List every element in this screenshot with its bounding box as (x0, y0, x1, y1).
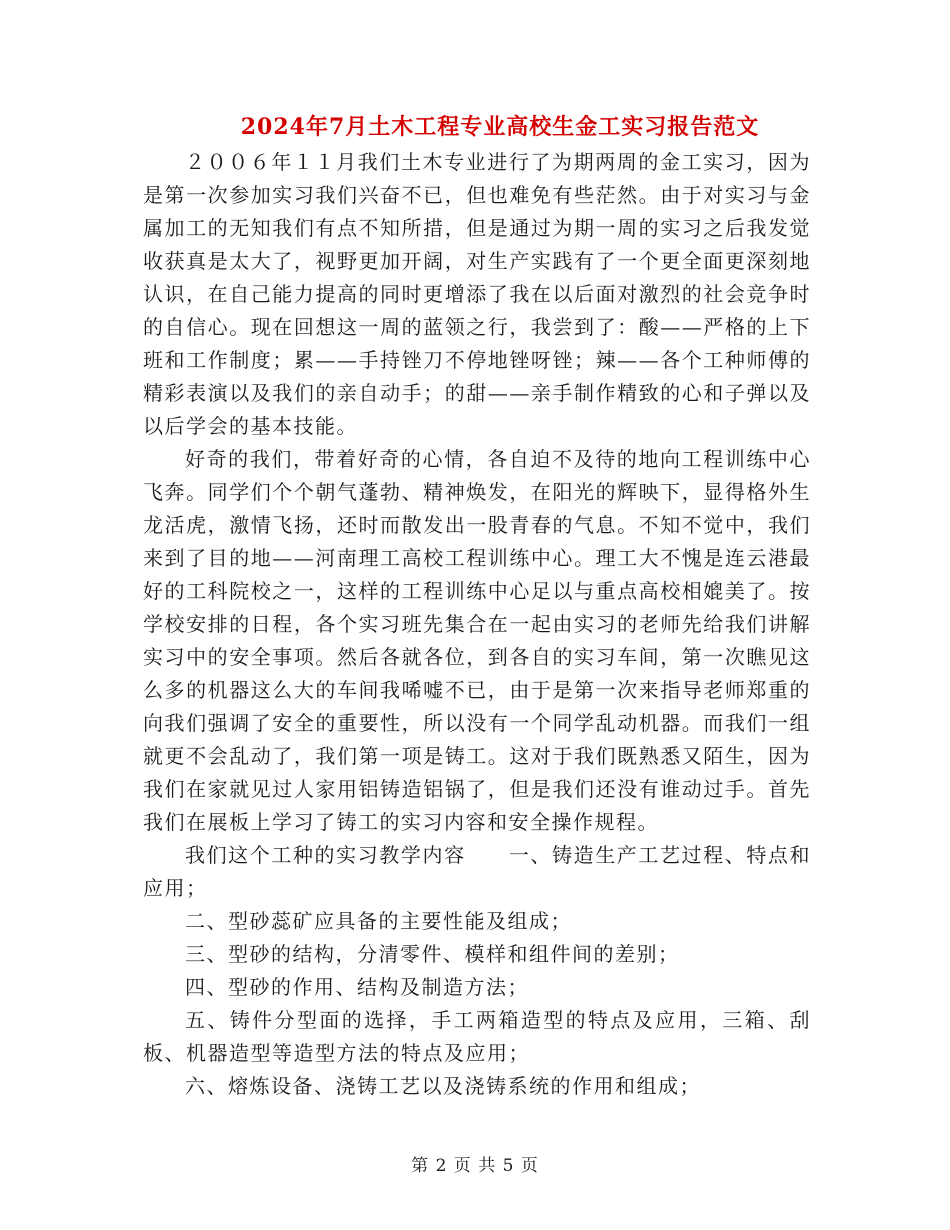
page-number-footer: 第 2 页 共 5 页 (411, 1156, 539, 1176)
document-body (143, 146, 811, 1103)
paragraph-6: 四、型砂的作用、结构及制造方法； (185, 975, 529, 999)
paragraph-3: 我们这个工种的实习教学内容 一、铸造生产工艺过程、特点和应用； (143, 843, 811, 900)
paragraph-2: 好奇的我们，带着好奇的心情，各自迫不及待的地向工程训练中心飞奔。同学们个个朝气蓬勃、精神焕发，在阳光的辉映下，显得格外生龙活虎，激情飞扬，还时而散发出一股青春的气息。不知不觉中，我们来到了目的地——河南理工高校工程训练中心。理工大不愧是连云港最好的工科院校之一，这样的工程训练中心足以与重点高校相媲美了。按学校安排的日程，各个实习班先集合在一起由实习的老师先给我们讲解实习中的安全事项。然后各就各位，到各自的实习车间，第一次瞧见这么多的机器这么大的车间我唏嘘不已，由于是第一次来指导老师郑重的向我们强调了安全的重要性，所以没有一个同学乱动机器。而我们一组就更不会乱动了，我们第一项是铸工。这对于我们既熟悉又陌生，因为我们在家就见过人家用铝铸造铝锅了，但是我们还没有谁动过手。首先我们在展板上学习了铸工的实习内容和安全操作规程。 (143, 447, 811, 834)
paragraph-5: 三、型砂的结构，分清零件、模样和组件间的差别； (185, 942, 680, 966)
paragraph-4: 二、型砂蕊矿应具备的主要性能及组成； (185, 909, 572, 933)
paragraph-7: 五、铸件分型面的选择，手工两箱造型的特点及应用，三箱、刮板、机器造型等造型方法的特点及应用； (143, 1008, 811, 1065)
paragraph-1: ２００６年１１月我们土木专业进行了为期两周的金工实习，因为是第一次参加实习我们兴奋不已，但也难免有些茫然。由于对实习与金属加工的无知我们有点不知所措，但是通过为期一周的实习之后我发觉收获真是太大了，视野更加开阔，对生产实践有了一个更全面更深刻地认识，在自己能力提高的同时更增添了我在以后面对激烈的社会竞争时的自信心。现在回想这一周的蓝领之行，我尝到了：酸——严格的上下班和工作制度；累——手持锉刀不停地锉呀锉；辣——各个工种师傅的精彩表演以及我们的亲自动手；的甜——亲手制作精致的心和子弹以及以后学会的基本技能。 (143, 150, 811, 438)
paragraph-8: 六、熔炼设备、浇铸工艺以及浇铸系统的作用和组成； (185, 1074, 701, 1098)
document-title: 2024年7月土木工程专业高校生金工实习报告范文 (240, 114, 760, 140)
